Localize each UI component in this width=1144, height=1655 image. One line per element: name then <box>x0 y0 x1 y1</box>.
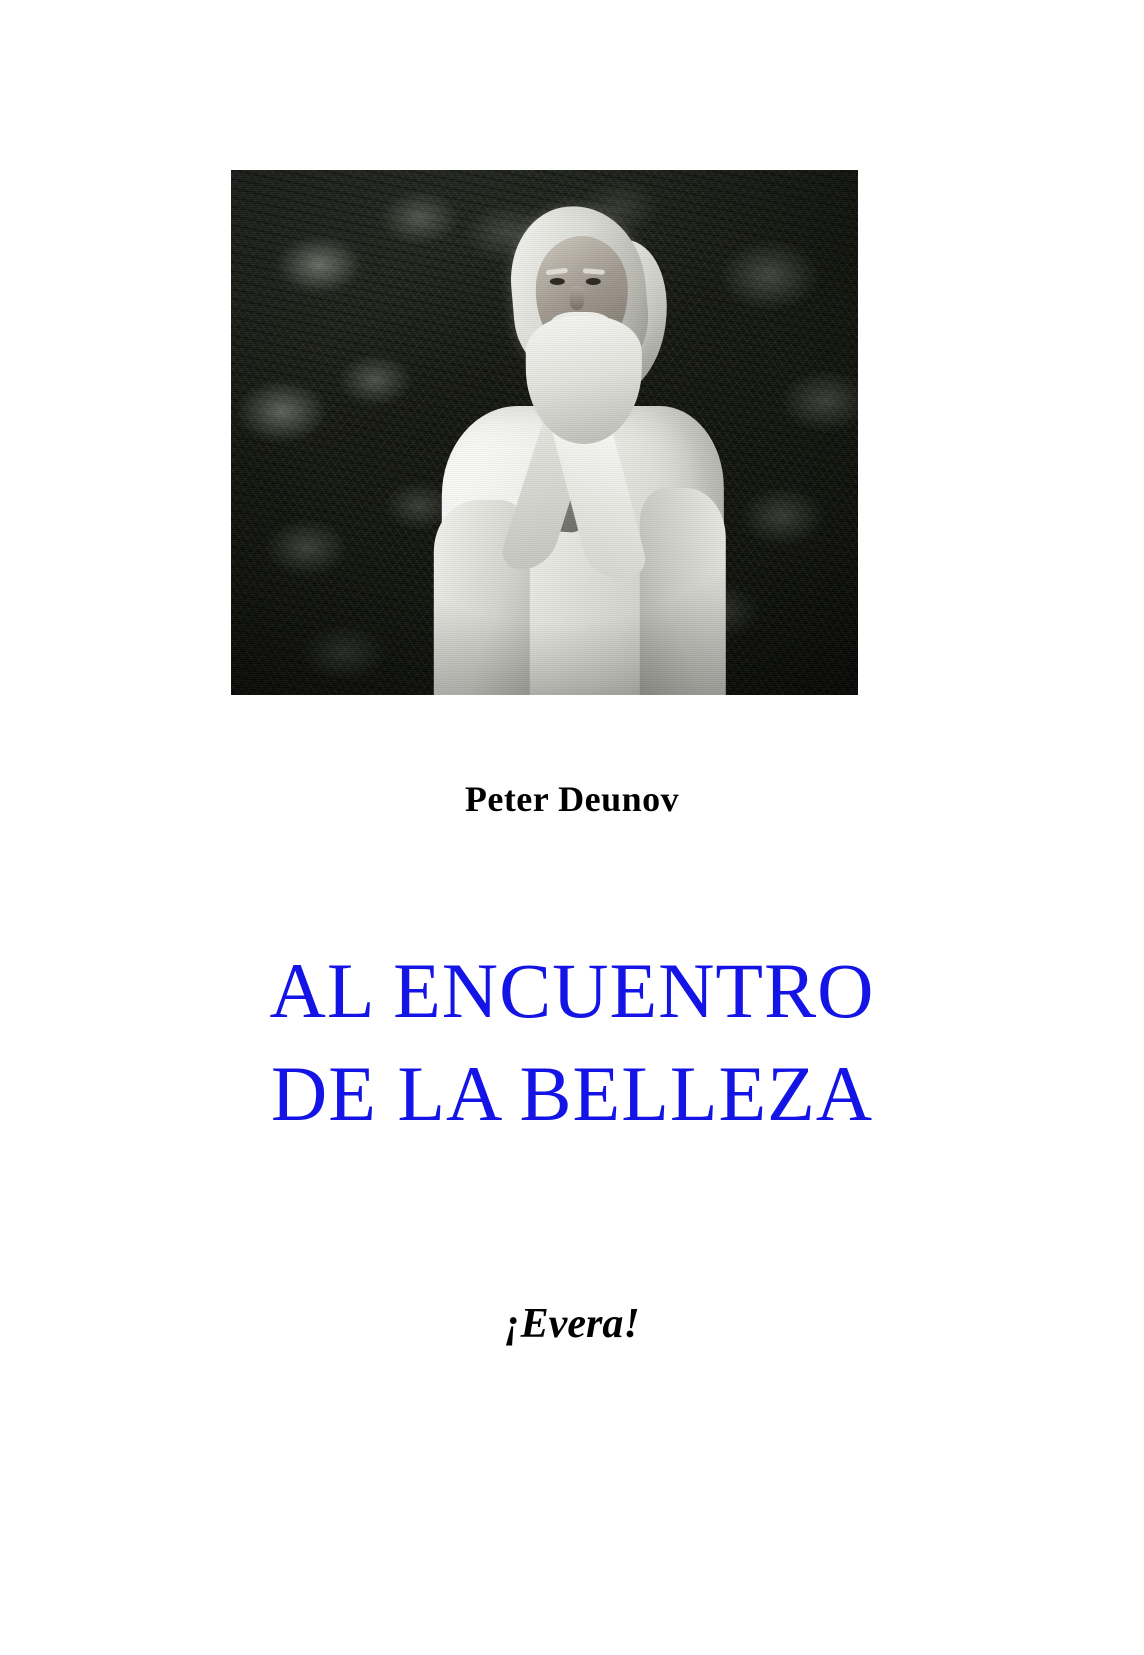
right-arm <box>639 488 725 695</box>
author-name: Peter Deunov <box>464 779 680 819</box>
eye-left <box>549 278 564 285</box>
book-title-line-2: DE LA BELLEZA <box>270 1049 874 1137</box>
photo-figure <box>393 170 753 695</box>
book-subtitle: ¡Evera! <box>504 1301 640 1347</box>
eye-right <box>585 278 600 285</box>
portrait-photo <box>231 170 858 695</box>
nose <box>569 286 583 310</box>
book-title <box>0 940 1144 1146</box>
book-title-line-1: AL ENCUENTRO <box>269 947 875 1034</box>
